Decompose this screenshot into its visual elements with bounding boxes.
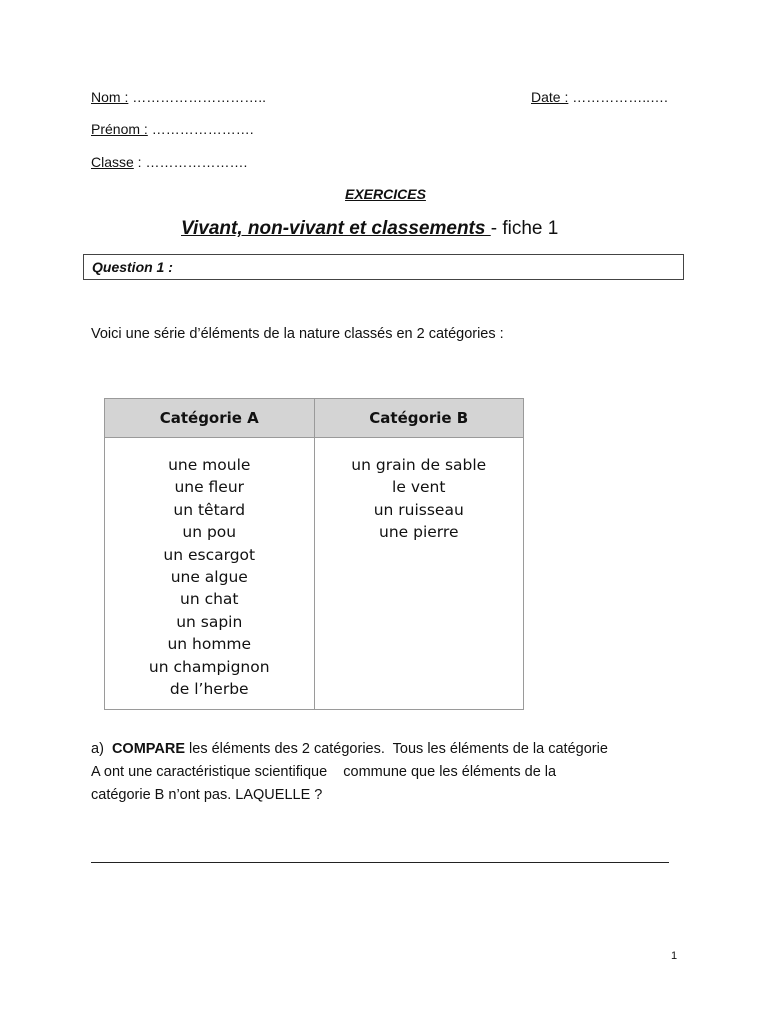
exercices-heading: EXERCICES [345, 186, 426, 202]
classe-field [91, 154, 247, 170]
prenom-label: Prénom : [91, 121, 148, 137]
date-label: Date : [531, 89, 569, 105]
list-item: un escargot [163, 545, 256, 564]
nom-field [91, 89, 266, 105]
prenom-dots: …………………. [147, 121, 254, 137]
list-item: le vent [392, 478, 446, 497]
list-item: un champignon [148, 657, 270, 676]
classe-label: Classe [91, 154, 134, 170]
list-item: un homme [167, 635, 252, 654]
nom-dots: ……………………….. [128, 89, 267, 105]
list-item: une fleur [174, 478, 245, 497]
question-a-prefix: a) [91, 741, 112, 757]
col-header-a: Catégorie A [105, 399, 315, 438]
list-item: un pou [182, 523, 237, 542]
compare-keyword: COMPARE [111, 741, 185, 757]
list-item: un têtard [173, 500, 246, 519]
date-field [531, 89, 668, 105]
list-item: un sapin [176, 612, 243, 631]
intro-text: Voici une série d’éléments de la nature classés en 2 catégories : [91, 326, 504, 342]
title-suffix: - fiche 1 [490, 218, 559, 239]
col-header-b: Catégorie B [314, 399, 524, 438]
list-item: une pierre [379, 523, 459, 542]
nom-label: Nom : [91, 89, 129, 105]
question-box [83, 254, 684, 280]
date-dots: ……………..…. [568, 89, 668, 105]
question-a-text [91, 738, 711, 807]
list-item: une moule [168, 456, 251, 474]
list-item: de l’herbe [169, 680, 249, 699]
list-item: une algue [170, 568, 248, 587]
question-a-line-1-rest: les éléments des 2 catégories. Tous les éléments de la catégorie [185, 741, 608, 757]
list-item: un grain de sable [351, 456, 487, 474]
question-a-line-3: catégorie B n’ont pas. LAQUELLE ? [91, 787, 323, 803]
classe-dots: : …………………. [133, 154, 248, 170]
category-b-cell [314, 438, 524, 710]
category-a-cell [105, 438, 315, 710]
list-item: un ruisseau [373, 500, 464, 519]
prenom-field [91, 121, 254, 137]
question-a-line-2: A ont une caractéristique scientifique commune que les éléments de la [91, 764, 557, 780]
list-item: un chat [180, 590, 239, 609]
page-number: 1 [671, 950, 678, 962]
answer-line[interactable] [91, 862, 669, 863]
category-table [104, 398, 524, 710]
title-main: Vivant, non-vivant et classements [181, 218, 491, 239]
page-title [181, 218, 558, 240]
question-a-line-1 [91, 738, 711, 761]
question-label: Question 1 : [92, 259, 173, 275]
